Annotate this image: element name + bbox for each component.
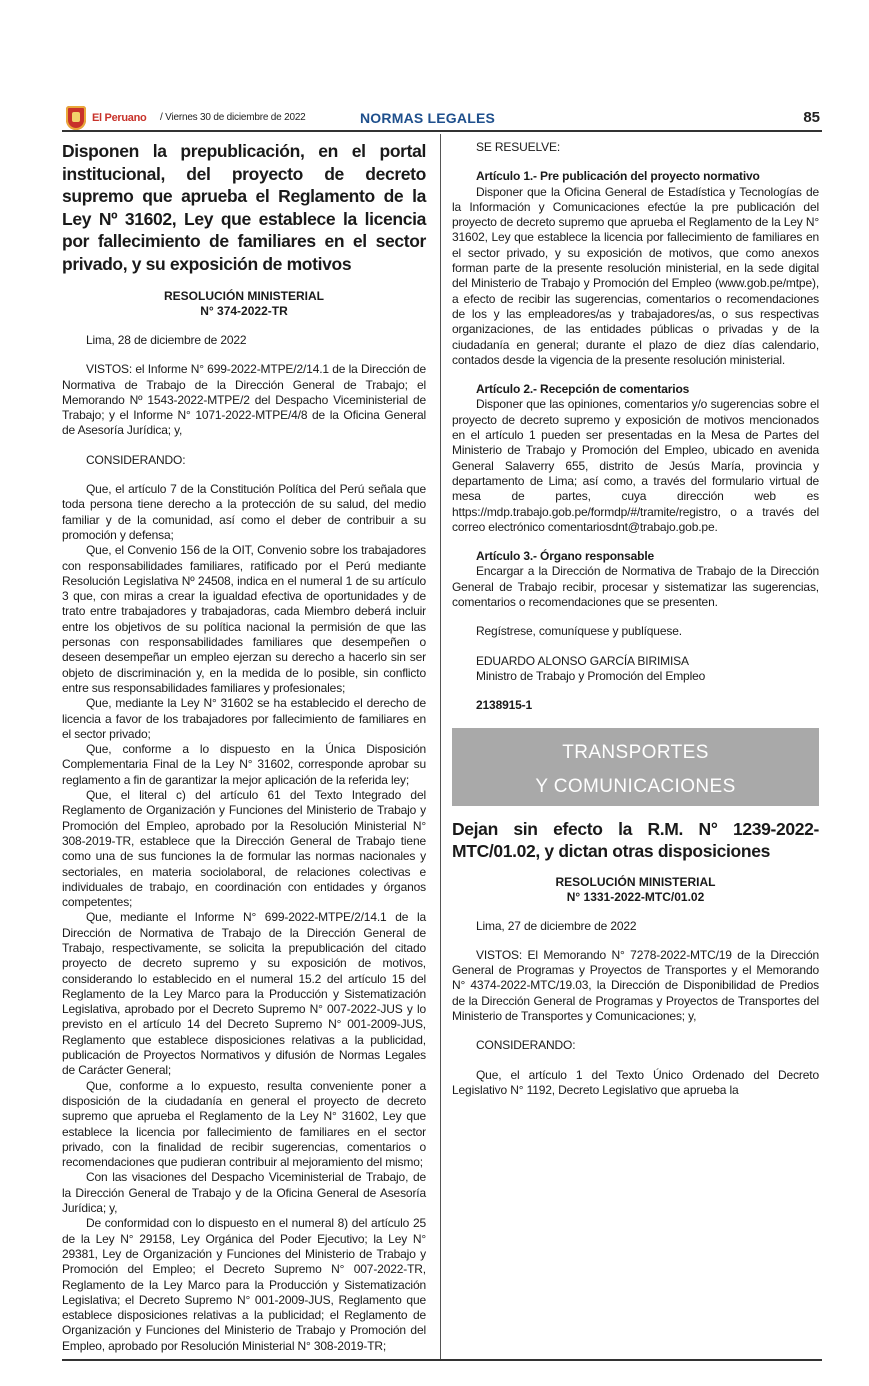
- signer-name: EDUARDO ALONSO GARCÍA BIRIMISA: [476, 653, 689, 668]
- banner-line-1: TRANSPORTES: [562, 741, 709, 763]
- article-1-title: Artículo 1.- Pre publicación del proyecto normativo: [476, 169, 760, 184]
- header-rule: [62, 130, 822, 132]
- left-column: [62, 140, 426, 1354]
- resolution-heading: [62, 289, 426, 319]
- place-date: Lima, 27 de diciembre de 2022: [476, 918, 637, 933]
- considerando-paragraph: Que, conforme a lo expuesto, resulta conveniente poner a disposición de la ciudadanía en general el proyecto de decreto supremo que aprueba el Reglamento de la Ley N° 31602, Ley que establece la licencia por fallecimiento de familiares en el sector privado, con la finalidad de recibir sugerencias, comentarios o recomendaciones que pudieran contribuir al mejoramiento del mismo;: [62, 1078, 426, 1170]
- resolution-type: RESOLUCIÓN MINISTERIAL: [555, 874, 716, 889]
- considerando-paragraph: Que, el literal c) del artículo 61 del Texto Integrado del Reglamento de Organización y Funciones del Ministerio de Trabajo y Promoción del Empleo, aprobado por la Resolución Ministerial N° 308-2019-TR, establece que la Dirección General de Trabajo tiene como una de sus funciones la de formular las normas nacionales y sectoriales, en materia sociolaboral, de relaciones colectivas e individuales de trabajo, en coordinación con entidades y órganos competentes;: [62, 788, 426, 910]
- article-2-text: Disponer que las opiniones, comentarios y/o sugerencias sobre el proyecto de decreto supremo y exposición de motivos mencionados en el artículo 1 pueden ser presentadas en la Mesa de Partes del Ministerio de Trabajo y Promoción del Empleo, ubicado en avenida General Salaverry 655, distrito de Jesús María, provincia y departamento de Lima; así como, a través del formulario virtual de mesa de partes, cuya dirección web es https://mdp.trabajo.gob.pe/formdp/#/tramite/registro, o a través del correo electrónico comentariosdnt@trabajo.gob.pe.: [452, 397, 819, 534]
- considerando-label: CONSIDERANDO:: [476, 1038, 576, 1053]
- coat-of-arms-logo: [66, 106, 86, 130]
- resolution-number: N° 1331-2022-MTC/01.02: [566, 889, 705, 904]
- resolution-number: N° 374-2022-TR: [200, 304, 288, 318]
- resolution-heading: [452, 875, 819, 905]
- considerando-paragraph: Que, el artículo 1 del Texto Único Ordenado del Decreto Legislativo N° 1192, Decreto Legislativo que aprueba la: [452, 1067, 819, 1097]
- vistos-paragraph: VISTOS: El Memorando N° 7278-2022-MTC/19 de la Dirección General de Programas y Proyectos de Transportes y el Memorando N° 4374-2022-MTC/19.03, la Dirección de Disponibilidad de Predios de la Dirección General de Programas y Proyectos de Transportes del Ministerio de Transportes y Comunicaciones; y,: [452, 947, 819, 1023]
- article-title: Disponen la prepublicación, en el portal institucional, del proyecto de decreto supremo que aprueba el Reglamento de la Ley Nº 31602, Ley que establece la licencia por fallecimiento de familiares en el sector privado, y su exposición de motivos: [62, 141, 426, 274]
- place-date: Lima, 28 de diciembre de 2022: [86, 333, 247, 347]
- footer-rule: [62, 1359, 822, 1361]
- banner-line-2: Y COMUNICACIONES: [535, 775, 736, 797]
- page-number: 85: [803, 109, 820, 126]
- signer-role: Ministro de Trabajo y Promoción del Empleo: [476, 668, 706, 683]
- vistos-paragraph: VISTOS: el Informe N° 699-2022-MTPE/2/14.1 de la Dirección de Normativa de Trabajo de la Dirección General de Trabajo; el Memorando Nº 1543-2022-MTPE/2 del Despacho Viceministerial de Trabajo; y el Informe N° 1071-2022-MTPE/4/8 de la Oficina General de Asesoría Jurídica; y,: [62, 362, 426, 438]
- considerando-paragraph: Que, mediante el Informe N° 699-2022-MTPE/2/14.1 de la Dirección de Normativa de Trabajo de la Dirección General de Trabajo, respectivamente, se solicita la prepublicación del citado proyecto de decreto supremo y su exposición de motivos, considerando lo establecido en el numeral 15.2 del artículo 15 del Reglamento de la Ley Marco para la Producción y Sistematización Legislativa, aprobado por el Decreto Supremo N° 007-2022-JUS y lo previsto en el artículo 14 del Decreto Supremo N° 001-2009-JUS, Reglamento que establece disposiciones relativas a la publicidad, publicación de Proyectos Normativos y difusión de Normas Legales de Carácter General;: [62, 910, 426, 1078]
- section-banner: [452, 728, 819, 806]
- publication-code: 2138915-1: [476, 698, 533, 713]
- considerando-paragraph: Que, el artículo 7 de la Constitución Política del Perú señala que toda persona tiene derecho a la protección de su salud, del medio familiar y de la comunidad, así como el deber de contribuir a su promoción y defensa;: [62, 482, 426, 542]
- right-column: [452, 140, 819, 1098]
- resolution-type: RESOLUCIÓN MINISTERIAL: [163, 289, 324, 303]
- issue-date: / Viernes 30 de diciembre de 2022: [160, 112, 306, 123]
- section-title: NORMAS LEGALES: [360, 110, 496, 126]
- considerando-paragraph: Que, el Convenio 156 de la OIT, Convenio sobre los trabajadores con responsabilidades familiares, ratificado por el Perú mediante Resolución Legislativa Nº 24508, indica en el numeral 1 de su artículo 3 que, con miras a crear la igualdad efectiva de oportunidades y de trato entre trabajadores y trabajadoras, cada Miembro deberá incluir entre los objetivos de su política nacional la permisión de que las personas con responsabilidades familiares que desempeñen o deseen desempeñar un empleo ejerzan su derecho a hacerlo sin ser objeto de discriminación y, en la medida de lo posible, sin conflicto entre sus responsabilidades familiares y profesionales;: [62, 543, 426, 695]
- se-resuelve-label: SE RESUELVE:: [476, 140, 561, 154]
- considerando-paragraph: Que, conforme a lo dispuesto en la Única Disposición Complementaria Final de la Ley N° 31602, corresponde aprobar su reglamento a fin de garantizar la mejor aplicación de la referida ley;: [62, 742, 426, 787]
- article-2-title: Artículo 2.- Recepción de comentarios: [476, 382, 690, 397]
- considerando-paragraph: De conformidad con lo dispuesto en el numeral 8) del artículo 25 de la Ley N° 29158, Ley Orgánica del Poder Ejecutivo; la Ley N° 29381, Ley de Organización y Funciones del Ministerio de Trabajo y Promoción del Empleo; el Decreto Supremo N° 007-2022-TR, Reglamento de la Ley Marco para la Producción y Sistematización Legislativa; el Decreto Supremo N° 001-2009-JUS, Reglamento que establece disposiciones relativas a la publicidad; el Reglamento de Organización y Funciones del Ministerio de Trabajo y Promoción del Empleo, aprobado por Resolución Ministerial N° 308-2019-TR;: [62, 1216, 426, 1353]
- article-3-text: Encargar a la Dirección de Normativa de Trabajo de la Dirección General de Trabajo recibir, procesar y sistematizar las sugerencias, comentarios o recomendaciones que se presenten.: [452, 564, 819, 610]
- closing-formula: Regístrese, comuníquese y publíquese.: [476, 624, 682, 639]
- considerando-paragraph: Que, mediante la Ley N° 31602 se ha establecido el derecho de licencia a favor de los trabajadores por fallecimiento de familiares en el sector privado;: [62, 696, 426, 741]
- column-divider: [440, 134, 441, 1359]
- considerando-paragraph: Con las visaciones del Despacho Viceministerial de Trabajo, de la Dirección General de Trabajo y de la Oficina General de Asesoría Jurídica; y,: [62, 1170, 426, 1216]
- considerando-label: CONSIDERANDO:: [86, 452, 186, 467]
- newspaper-name: El Peruano: [92, 112, 147, 124]
- article-title: Dejan sin efecto la R.M. N° 1239-2022-MTC/01.02, y dictan otras disposiciones: [452, 818, 819, 861]
- article-3-title: Artículo 3.- Órgano responsable: [476, 549, 655, 564]
- article-1-text: Disponer que la Oficina General de Estadística y Tecnologías de la Información y Comunicaciones efectúe la pre publicación del proyecto de decreto supremo que aprueba el Reglamento de la Ley N° 31602, Ley que establece la licencia por fallecimiento de familiares en el sector privado, y su exposición de motivos, que como anexos forman parte de la presente resolución ministerial, en la sede digital del Ministerio de Trabajo y Promoción del Empleo (www.gob.pe/mtpe), a efecto de recibir las sugerencias, comentarios o recomendaciones de los y las empleadores/as y trabajadores/as, o sus respectivas organizaciones, de las entidades públicas o privadas y de la ciudadanía en general; durante el plazo de diez días calendario, contados desde la vigencia de la presente resolución ministerial.: [452, 184, 819, 367]
